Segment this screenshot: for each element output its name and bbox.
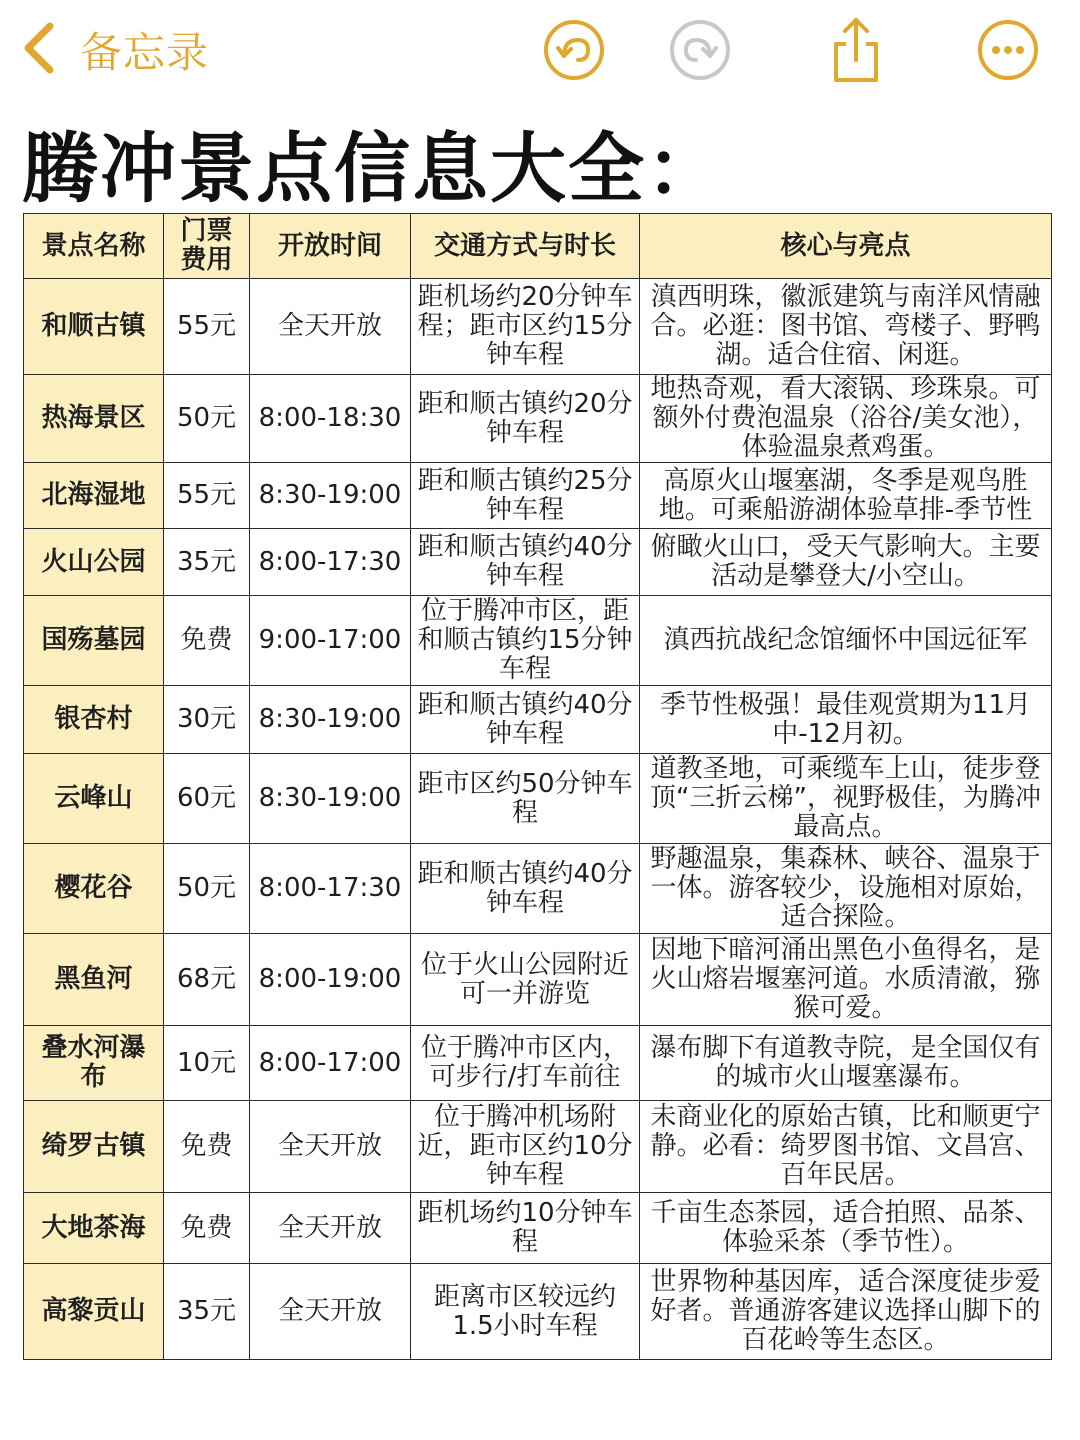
table-row <box>24 463 1052 529</box>
cell-highlights: 季节性极强！最佳观赏期为11月中-12月初。 <box>640 686 1052 754</box>
attractions-table <box>23 213 1052 1360</box>
table-row <box>24 279 1052 375</box>
cell-transport: 位于腾冲市区内，可步行/打车前往 <box>411 1026 640 1101</box>
header-ticket: 门票费用 <box>164 214 250 279</box>
cell-highlights: 瀑布脚下有道教寺院，是全国仅有的城市火山堰塞瀑布。 <box>640 1026 1052 1101</box>
cell-highlights: 野趣温泉，集森林、峡谷、温泉于一体。游客较少，设施相对原始，适合探险。 <box>640 844 1052 934</box>
cell-highlights: 道教圣地，可乘缆车上山，徒步登顶“三折云梯”，视野极佳，为腾冲最高点。 <box>640 754 1052 844</box>
cell-ticket: 10元 <box>164 1026 250 1101</box>
table-row <box>24 844 1052 934</box>
cell-highlights: 滇西抗战纪念馆缅怀中国远征军 <box>640 596 1052 686</box>
cell-hours: 8:00-17:00 <box>250 1026 411 1101</box>
back-chevron-icon <box>18 20 58 80</box>
cell-hours: 8:30-19:00 <box>250 463 411 529</box>
cell-ticket: 免费 <box>164 1193 250 1264</box>
table-row <box>24 529 1052 596</box>
cell-name: 北海湿地 <box>24 463 164 529</box>
cell-highlights: 地热奇观，看大滚锅、珍珠泉。可额外付费泡温泉（浴谷/美女池），体验温泉煮鸡蛋。 <box>640 375 1052 463</box>
table-row <box>24 596 1052 686</box>
cell-transport: 位于火山公园附近可一并游览 <box>411 934 640 1026</box>
cell-ticket: 35元 <box>164 1264 250 1360</box>
cell-name: 云峰山 <box>24 754 164 844</box>
cell-name: 高黎贡山 <box>24 1264 164 1360</box>
cell-name: 火山公园 <box>24 529 164 596</box>
cell-name: 樱花谷 <box>24 844 164 934</box>
cell-highlights: 世界物种基因库，适合深度徒步爱好者。普通游客建议选择山脚下的百花岭等生态区。 <box>640 1264 1052 1360</box>
cell-hours: 8:00-17:30 <box>250 844 411 934</box>
cell-name: 大地茶海 <box>24 1193 164 1264</box>
cell-name: 热海景区 <box>24 375 164 463</box>
top-navigation-bar <box>0 0 1080 100</box>
cell-transport: 距和顺古镇约40分钟车程 <box>411 686 640 754</box>
cell-ticket: 30元 <box>164 686 250 754</box>
cell-name: 黑鱼河 <box>24 934 164 1026</box>
cell-transport: 距离市区较远约1.5小时车程 <box>411 1264 640 1360</box>
cell-transport: 距机场约20分钟车程；距市区约15分钟车程 <box>411 279 640 375</box>
cell-transport: 距机场约10分钟车程 <box>411 1193 640 1264</box>
cell-ticket: 免费 <box>164 596 250 686</box>
cell-hours: 8:30-19:00 <box>250 686 411 754</box>
cell-name: 银杏村 <box>24 686 164 754</box>
table-row <box>24 934 1052 1026</box>
cell-highlights: 千亩生态茶园，适合拍照、品茶、体验采茶（季节性）。 <box>640 1193 1052 1264</box>
cell-hours: 全天开放 <box>250 1101 411 1193</box>
cell-ticket: 50元 <box>164 375 250 463</box>
cell-ticket: 50元 <box>164 844 250 934</box>
cell-ticket: 68元 <box>164 934 250 1026</box>
header-name: 景点名称 <box>24 214 164 279</box>
undo-icon[interactable] <box>542 16 606 84</box>
cell-name: 绮罗古镇 <box>24 1101 164 1193</box>
cell-transport: 位于腾冲市区，距和顺古镇约15分钟车程 <box>411 596 640 686</box>
more-icon[interactable] <box>976 16 1040 84</box>
table-row <box>24 1101 1052 1193</box>
cell-ticket: 35元 <box>164 529 250 596</box>
cell-ticket: 免费 <box>164 1101 250 1193</box>
table-row <box>24 1026 1052 1101</box>
cell-hours: 8:30-19:00 <box>250 754 411 844</box>
cell-highlights: 因地下暗河涌出黑色小鱼得名，是火山熔岩堰塞河道。水质清澈，猕猴可爱。 <box>640 934 1052 1026</box>
cell-transport: 距和顺古镇约25分钟车程 <box>411 463 640 529</box>
table-header-row <box>24 214 1052 279</box>
table-row <box>24 754 1052 844</box>
header-hours: 开放时间 <box>250 214 411 279</box>
table-row <box>24 375 1052 463</box>
cell-hours: 9:00-17:00 <box>250 596 411 686</box>
share-icon[interactable] <box>824 16 888 84</box>
cell-ticket: 60元 <box>164 754 250 844</box>
table-row <box>24 1193 1052 1264</box>
cell-hours: 8:00-18:30 <box>250 375 411 463</box>
header-transport: 交通方式与时长 <box>411 214 640 279</box>
cell-transport: 位于腾冲机场附近，距市区约10分钟车程 <box>411 1101 640 1193</box>
table-row <box>24 1264 1052 1360</box>
redo-icon[interactable] <box>668 16 732 84</box>
cell-hours: 全天开放 <box>250 279 411 375</box>
cell-highlights: 俯瞰火山口，受天气影响大。主要活动是攀登大/小空山。 <box>640 529 1052 596</box>
table-row <box>24 686 1052 754</box>
cell-hours: 8:00-17:30 <box>250 529 411 596</box>
back-button[interactable] <box>18 20 209 80</box>
note-title: 腾冲景点信息大全： <box>22 124 724 213</box>
cell-hours: 全天开放 <box>250 1264 411 1360</box>
cell-highlights: 未商业化的原始古镇，比和顺更宁静。必看：绮罗图书馆、文昌宫、百年民居。 <box>640 1101 1052 1193</box>
cell-ticket: 55元 <box>164 463 250 529</box>
header-highlights: 核心与亮点 <box>640 214 1052 279</box>
cell-transport: 距和顺古镇约40分钟车程 <box>411 529 640 596</box>
cell-hours: 8:00-19:00 <box>250 934 411 1026</box>
cell-transport: 距和顺古镇约40分钟车程 <box>411 844 640 934</box>
cell-ticket: 55元 <box>164 279 250 375</box>
cell-transport: 距市区约50分钟车程 <box>411 754 640 844</box>
cell-name: 和顺古镇 <box>24 279 164 375</box>
cell-name: 国殇墓园 <box>24 596 164 686</box>
cell-highlights: 滇西明珠，徽派建筑与南洋风情融合。必逛：图书馆、弯楼子、野鸭湖。适合住宿、闲逛。 <box>640 279 1052 375</box>
cell-transport: 距和顺古镇约20分钟车程 <box>411 375 640 463</box>
cell-name: 叠水河瀑布 <box>24 1026 164 1101</box>
back-label: 备忘录 <box>80 28 210 77</box>
cell-hours: 全天开放 <box>250 1193 411 1264</box>
cell-highlights: 高原火山堰塞湖，冬季是观鸟胜地。可乘船游湖体验草排-季节性 <box>640 463 1052 529</box>
